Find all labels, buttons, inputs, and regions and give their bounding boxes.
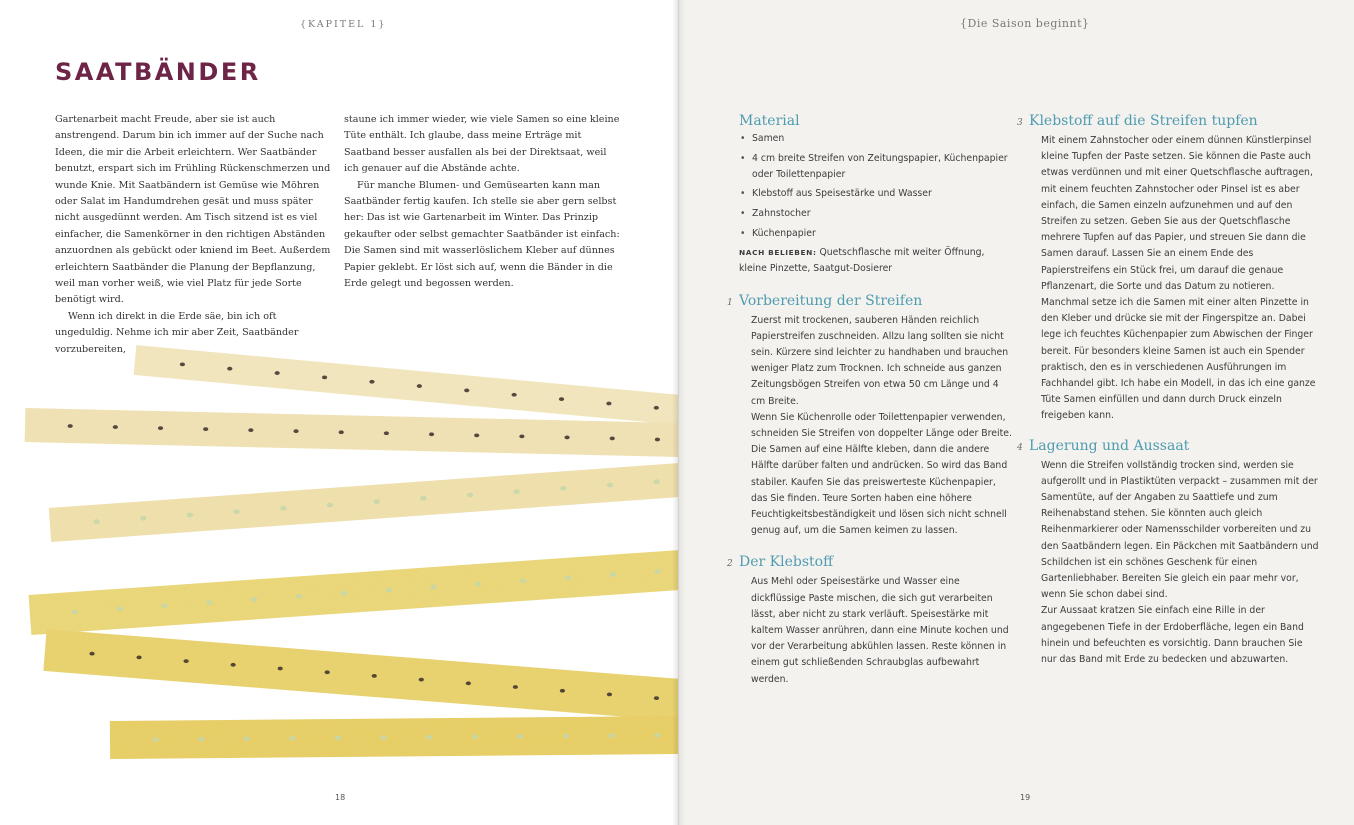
seed-dot	[512, 393, 517, 397]
instruction-column-2	[1017, 112, 1319, 668]
step-heading: Vorbereitung der Streifen	[739, 292, 923, 309]
body-column-2	[344, 112, 622, 292]
seed-dot	[560, 689, 565, 693]
seed-dot	[248, 428, 253, 432]
list-item: • Samen	[739, 131, 1015, 147]
seed-dot	[227, 367, 232, 371]
seed-dot	[426, 735, 432, 740]
body-paragraph: Wenn ich direkt in die Erde säe, bin ich oft ungeduldig. Nehme ich mir aber Zeit, Saatbänder vorzubereiten,	[55, 310, 299, 355]
seed-dot	[606, 402, 611, 406]
seed-dot	[293, 429, 298, 433]
seed-dot	[158, 426, 163, 430]
seed-dot	[654, 733, 660, 738]
step-text: Wenn die Streifen vollständig trocken sind, werden sie aufgerollt und in Plastiktüten verpackt – zusammen mit der Samentüte, auf der Angaben zu Saattiefe und zum Reihenabstand stehen. Sie könnten auch gleich Reihenmarkierer oder Namensschilder vorbereiten und zu den Saatbändern legen. Ein Päckchen mit Saatbändern und Schildchen ist ein schönes Geschenk für einen Gartenliebhaber. Bereiten Sie gleich ein paar mehr vor, wenn Sie schon dabei sind.	[1041, 459, 1319, 601]
seed-dot	[161, 603, 167, 608]
list-item: • Klebstoff aus Speisestärke und Wasser	[739, 186, 1015, 202]
page-number-left: 18	[335, 793, 346, 802]
seed-dot	[564, 436, 569, 440]
optional-materials	[739, 245, 1015, 277]
book-gutter	[672, 0, 686, 825]
seed-dot	[152, 737, 158, 742]
seed-dot	[180, 362, 185, 366]
seed-dot	[472, 734, 478, 739]
seed-dot	[278, 667, 283, 671]
step-text: Wenn Sie Küchenrolle oder Toilettenpapier verwenden, schneiden Sie Streifen von doppelter Länge oder Breite. Die Samen auf eine Hälfte kleben, dann die andere Hälfte darüber falten und andrücken. So wird das Band stabiler. Kaufen Sie das preiswerteste Küchenpapier, das Sie finden. Teure Sorten haben eine höhere Feuchtigkeitsbeständigkeit und lösen sich nicht schnell genug auf, um die Samen keimen zu lassen.	[751, 411, 1012, 537]
step-number: 2	[727, 559, 733, 570]
running-head-right: {Die Saison beginnt}	[960, 17, 1090, 30]
seed-dot	[610, 437, 615, 441]
seed-dot	[466, 681, 471, 685]
seed-dot	[322, 375, 327, 379]
page-title: SAATBÄNDER	[55, 58, 261, 86]
seed-dot	[289, 736, 295, 741]
seed-dot	[140, 516, 146, 521]
right-page	[679, 0, 1354, 825]
seed-dot	[419, 678, 424, 682]
body-paragraph: staune ich immer wieder, wie viele Samen so eine kleine Tüte enthält. Ich glaube, dass meine Erträge mit Saatband besser ausfallen als bei der Direktsaat, weil ich genauer auf die Abstände achte.	[344, 114, 620, 175]
seed-dot	[513, 489, 519, 494]
seed-dot	[296, 594, 302, 599]
seed-dot	[563, 734, 569, 739]
running-head-left: {KAPITEL 1}	[300, 19, 387, 30]
seed-dot	[560, 486, 566, 491]
seed-tape-illustration	[0, 330, 678, 800]
seed-dot	[203, 427, 208, 431]
instruction-column-1	[727, 112, 1015, 688]
seed-dot	[380, 735, 386, 740]
seed-dot	[607, 693, 612, 697]
seed-dot	[385, 588, 391, 593]
step-number: 3	[1017, 118, 1023, 128]
page-number-right: 19	[1020, 793, 1031, 802]
seed-dot	[231, 663, 236, 667]
seed-dot	[136, 656, 141, 660]
step-text: Mit einem Zahnstocher oder einem dünnen Künstlerpinsel kleine Tupfen der Paste setzen. Sie können die Paste auch etwas verdünnen und mit einer Quetschflasche auftragen, mit einem feuchten Zahnstocher oder Pinsel ist es aber einfach, die Samen einzeln aufzunehmen und auf den Streifen zu setzen. Geben Sie aus der Quetschflasche mehrere Tupfen auf das Papier, und streuen Sie dann die Samen darauf. Lassen Sie an einem Ende des Papierstreifens ein Stück frei, um darauf die genaue Pflanzenart, die Sorte und das Datum zu notieren.	[1041, 135, 1313, 292]
material-heading: Material	[739, 113, 800, 129]
seed-dot	[275, 371, 280, 375]
seed-dot	[325, 670, 330, 674]
step-number: 1	[727, 297, 733, 308]
step-text: Aus Mehl oder Speisestärke und Wasser eine dickflüssige Paste mischen, die sich gut verarbeiten lässt, aber nicht zu stark verläuft. Speisestärke mit kaltem Wasser anrühren, dann eine Minute kochen und vor der Verarbeitung abkühlen lassen. Reste können in einem gut schließenden Schraubglas aufbewahrt werden.	[751, 576, 1009, 685]
seed-dot	[369, 380, 374, 384]
seed-dot	[655, 438, 660, 442]
seed-dot	[89, 652, 94, 656]
seed-dot	[474, 433, 479, 437]
seed-dot	[373, 499, 379, 504]
step-heading: Lagerung und Aussaat	[1029, 437, 1190, 454]
step-text: Manchmal setze ich die Samen mit einer alten Pinzette in den Kleber und drücke sie mit der Fingerspitze an. Dabei lege ich feuchtes Küchenpapier zum Abwischen der Finger bereit. Für besonders kleine Samen ist auch ein Spender praktisch, den es in verschiedenen Ausführungen im Fachhandel gibt. Ich habe ein Modell, in das ich eine ganze Tüte Samen einfüllen und dann durch Druck einzeln freigeben kann.	[1041, 297, 1316, 422]
body-paragraph: Für manche Blumen- und Gemüsearten kann man Saatbänder fertig kaufen. Ich stelle sie aber gern selbst her: Das ist wie Gartenarbeit im Winter. Das Prinzip gekaufter oder selbst gemachter Saatbänder ist einfach: Die Samen sind mit wasserlöslichem Kleber auf dünnes Papier geklebt. Er löst sich auf, wenn die Bänder in die Erde gelegt und begossen werden.	[344, 179, 620, 290]
seed-dot	[72, 609, 78, 614]
seed-dot	[464, 389, 469, 393]
paper-texture	[43, 629, 678, 721]
optional-text: Quetschflasche mit weiter Öffnung, kleine Pinzette, Saatgut-Dosierer	[739, 247, 985, 275]
step-number: 4	[1017, 442, 1023, 453]
seed-dot	[430, 585, 436, 590]
seed-dot	[251, 597, 257, 602]
step-text: Zur Aussaat kratzen Sie einfach eine Rille in der angegebenen Tiefe in der Erdoberfläche, legen ein Band hinein und befeuchten es vorsichtig. Dann brauchen Sie nur das Band mit Erde zu bedecken und abzuwarten.	[1041, 605, 1304, 666]
seed-dot	[559, 397, 564, 401]
seed-dot	[653, 479, 659, 484]
seed-dot	[610, 572, 616, 577]
step-4	[1017, 437, 1319, 669]
body-paragraph: Gartenarbeit macht Freude, aber sie ist auch anstrengend. Darum bin ich immer auf der Suche nach Ideen, die mir die Arbeit erleichtern. Wer Saatbänder benutzt, erspart sich im Frühling Rückenschmerzen und wunde Knie. Mit Saatbändern ist Gemüse wie Möhren oder Salat im Handumdrehen gesät und muss später nicht ausgedünnt werden. Am Tisch sitzend ist es viel einfacher, die Samenkörner in den richtigen Abständen anzuordnen als gebückt oder kniend im Beet. Außerdem erleichtern Saatbänder die Planung der Bepflanzung, weil man vorher weiß, wie viel Platz für jede Sorte benötigt wird.	[55, 114, 331, 306]
optional-label: NACH BELIEBEN:	[739, 248, 817, 258]
list-item: • Küchenpapier	[739, 226, 1015, 242]
seed-dot	[372, 674, 377, 678]
paper-texture	[29, 550, 678, 635]
seed-dot	[467, 493, 473, 498]
seed-dot	[341, 591, 347, 596]
seed-dot	[233, 509, 239, 514]
step-text: Zuerst mit trockenen, sauberen Händen reichlich Papierstreifen zuschneiden. Allzu lang sollten sie nicht sein. Kürzere sind leichter zu handhaben und brauchen weniger Platz zum Trocknen. Ich schneide aus ganzen Zeitungsbögen Streifen von etwa 50 cm Länge und 4 cm Breite.	[751, 314, 1009, 407]
seed-dot	[68, 424, 73, 428]
seed-dot	[206, 600, 212, 605]
seed-dot	[475, 582, 481, 587]
seed-dot	[280, 506, 286, 511]
seed-dot	[339, 430, 344, 434]
seed-dot	[519, 434, 524, 438]
list-item: • Zahnstocher	[739, 206, 1015, 222]
seed-dot	[187, 513, 193, 518]
seed-dot	[654, 569, 660, 574]
seed-dot	[513, 685, 518, 689]
list-item: • 4 cm breite Streifen von Zeitungspapier, Küchenpapier oder Toilettenpapier	[739, 151, 1015, 183]
seed-dot	[327, 503, 333, 508]
step-3	[1017, 112, 1319, 425]
seed-dot	[93, 519, 99, 524]
step-heading: Klebstoff auf die Streifen tupfen	[1029, 113, 1258, 129]
seed-dot	[520, 578, 526, 583]
paper-texture	[49, 463, 678, 542]
seed-dot	[608, 733, 614, 738]
paper-texture	[110, 716, 678, 759]
seed-dot	[420, 496, 426, 501]
seed-dot	[244, 736, 250, 741]
material-list	[739, 131, 1015, 242]
seed-dot	[429, 432, 434, 436]
step-2	[727, 553, 1015, 687]
seed-dot	[198, 737, 204, 742]
seed-dot	[517, 734, 523, 739]
seed-dot	[654, 406, 659, 410]
seed-dot	[184, 659, 189, 663]
step-1	[727, 292, 1015, 540]
body-column-1	[55, 112, 333, 358]
seed-dot	[607, 483, 613, 488]
step-heading: Der Klebstoff	[739, 554, 834, 571]
seed-dot	[335, 736, 341, 741]
seed-dot	[417, 384, 422, 388]
seed-dot	[113, 425, 118, 429]
seed-dot	[654, 696, 659, 700]
seed-dot	[384, 431, 389, 435]
seed-dot	[565, 575, 571, 580]
seed-dot	[116, 606, 122, 611]
